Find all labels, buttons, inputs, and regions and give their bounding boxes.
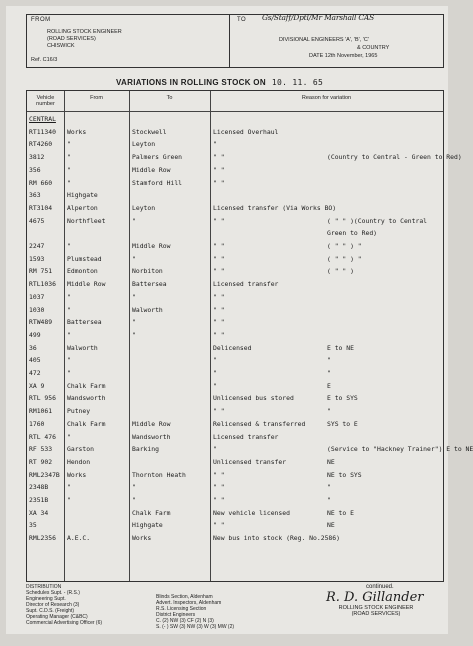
cell-vehicle: RTW489 (29, 318, 53, 327)
table-row (27, 253, 443, 266)
cell-reason: " " (213, 305, 225, 314)
cell-from: Edmonton (67, 267, 98, 276)
cell-to: Chalk Farm (132, 508, 171, 517)
table-row (27, 532, 443, 545)
cell-from: Chalk Farm (67, 381, 106, 390)
cell-reason: " " (213, 330, 225, 339)
cell-from: A.E.C. (67, 534, 91, 543)
cell-reason: " " (213, 292, 225, 301)
table-row (27, 304, 443, 317)
continued-text: continued. (366, 584, 394, 590)
to-handwritten: Gs/Staff/Dptl/Mr Marshall CAS (262, 13, 375, 22)
memo-date: DATE 12th November, 1965 (309, 53, 378, 59)
table-row (27, 519, 443, 532)
cell-vehicle: 356 (29, 165, 41, 174)
cell-to: Middle Row (132, 419, 171, 428)
col-reason-header: Reason for variation (301, 95, 352, 101)
variations-table (26, 90, 473, 582)
blinds-line: S. (- ) SW (3) NW (3) W (3) MW (2) (156, 624, 235, 630)
cell-to: Stockwell (132, 127, 167, 136)
table-row (27, 405, 443, 418)
cell-vehicle: RM1061 (29, 407, 53, 416)
distribution-list (26, 584, 102, 626)
cell-to: " (132, 330, 136, 339)
cell-reason: " " (213, 521, 225, 530)
cell-from: " (67, 496, 71, 504)
title-text: VARIATIONS IN ROLLING STOCK ON (116, 78, 266, 87)
table-row (27, 494, 443, 507)
cell-vehicle: RTL 956 (29, 394, 56, 403)
table-row (27, 151, 462, 164)
cell-from: Chalk Farm (67, 419, 106, 428)
signature-block (326, 584, 436, 617)
cell-vehicle: RT11340 (29, 127, 56, 136)
blinds-line: Blinds Section, Aldenham (156, 594, 213, 600)
cell-vehicle: RML2356 (29, 534, 56, 543)
cell-note: Green to Red) (327, 229, 378, 238)
cell-from: " (67, 165, 71, 174)
cell-from: Plumstead (67, 254, 102, 263)
section-label: CENTRAL (29, 115, 56, 123)
cell-reason: Licensed Overhaul (213, 127, 279, 136)
cell-to: Palmers Green (132, 153, 183, 162)
cell-to: Works (132, 534, 152, 543)
col-to-header: To (166, 95, 173, 101)
col-vehicle-header: Vehicle number (36, 95, 55, 107)
table-row (27, 456, 443, 469)
table-row (27, 227, 443, 240)
cell-from: Putney (67, 407, 91, 416)
distribution-line: Schedules Supt. - (R.S.) (26, 590, 80, 596)
cell-reason: " (213, 369, 217, 377)
blinds-line: Advert. Inspectors, Aldenham (156, 600, 222, 606)
cell-from: Middle Row (67, 280, 106, 289)
signature-title-1: ROLLING STOCK ENGINEER (338, 605, 414, 611)
cell-from: Wandsworth (67, 394, 106, 403)
cell-note: ( " " ) " (327, 242, 362, 250)
cell-note: E (327, 381, 331, 390)
table-row (27, 316, 443, 329)
col-from-header: From (90, 95, 103, 101)
table-row (27, 215, 443, 228)
cell-vehicle: 2247 (29, 242, 45, 250)
cell-vehicle: RT3104 (29, 203, 53, 212)
cell-vehicle: RTL1036 (29, 280, 56, 289)
table-row (27, 443, 473, 456)
cell-from: " (67, 432, 71, 441)
signature-title-2: (ROAD SERVICES) (351, 611, 401, 617)
cell-reason: " (213, 356, 217, 365)
cell-reason: Licensed transfer (213, 280, 279, 289)
cell-reason: Unlicensed transfer (213, 457, 287, 466)
cell-vehicle: 1593 (29, 254, 45, 263)
cell-vehicle: 35 (29, 521, 37, 530)
to-label: TO (237, 17, 247, 23)
cell-vehicle: 1030 (29, 305, 45, 314)
cell-note: E to SYS (327, 394, 358, 403)
distribution-line: Operating Manager (C&BC) (26, 614, 88, 620)
cell-note: NE to SYS (327, 470, 362, 479)
cell-vehicle: 2351B (29, 496, 49, 504)
reference-number: Ref. C16/3 (31, 57, 58, 63)
cell-to: Middle Row (132, 165, 171, 174)
cell-vehicle: RTL 476 (29, 432, 56, 441)
from-line-3: CHISWICK (47, 43, 75, 49)
table-row (27, 431, 443, 444)
distribution-line: Engineering Supt. (26, 596, 66, 602)
cell-reason: Unlicensed bus stored (213, 394, 294, 403)
table-row (27, 202, 443, 215)
table-row (27, 177, 443, 190)
cell-from: " (67, 242, 71, 250)
cell-reason: " " (213, 242, 225, 250)
cell-from: Northfleet (67, 216, 106, 225)
cell-to: Norbiton (132, 267, 163, 276)
cell-note: " (327, 407, 331, 416)
cell-from: Hendon (67, 457, 91, 466)
cell-note: (Country to Central - Green to Red) (327, 153, 462, 162)
cell-vehicle: RT 902 (29, 457, 53, 466)
distribution-label: DISTRIBUTION (26, 584, 62, 590)
cell-reason: " (213, 445, 217, 454)
cell-note: ( " " )(Country to Central (327, 216, 428, 225)
cell-to: Barking (132, 445, 159, 454)
cell-note: NE (327, 521, 335, 530)
table-row (27, 392, 443, 405)
cell-reason: Relicensed & transferred (213, 419, 306, 428)
cell-from: " (67, 330, 71, 339)
cell-from: " (67, 153, 71, 162)
cell-vehicle: RM 660 (29, 178, 53, 187)
cell-to: Thornton Heath (132, 470, 186, 479)
cell-to: " (132, 318, 136, 327)
cell-from: Works (67, 470, 87, 479)
cell-note: " (327, 483, 331, 492)
from-label: FROM (31, 17, 51, 23)
distribution-line: Supt. C.D.S. (Freight) (26, 608, 75, 614)
cell-vehicle: RM 751 (29, 267, 53, 276)
table-row (27, 507, 443, 520)
memo-header (26, 14, 444, 68)
cell-reason: " " (213, 318, 225, 327)
cell-vehicle: RF 533 (29, 445, 53, 454)
cell-from: " (67, 178, 71, 187)
cell-to: " (132, 496, 136, 504)
cell-from: " (67, 483, 71, 492)
to-line-1: DIVISIONAL ENGINEERS 'A', 'B', 'C' (279, 37, 369, 43)
cell-reason: Licensed transfer (213, 432, 279, 441)
cell-from: " (67, 305, 71, 314)
cell-reason: Licensed transfer (Via Works BO) (213, 203, 337, 212)
from-line-2: (ROAD SERVICES) (47, 36, 96, 42)
cell-reason: " " (213, 407, 225, 416)
table-row (27, 278, 443, 291)
distribution-line: Commercial Advertising Officer (6) (26, 620, 103, 626)
cell-from: Garston (67, 445, 94, 454)
cell-vehicle: 3812 (29, 153, 45, 162)
cell-vehicle: 499 (29, 330, 41, 339)
cell-to: " (132, 216, 136, 225)
table-row (27, 469, 443, 482)
cell-from: Works (67, 127, 87, 136)
cell-to: " (132, 292, 136, 301)
cell-from: " (67, 292, 71, 301)
table-row (27, 481, 443, 494)
cell-vehicle: XA 9 (29, 381, 45, 390)
cell-note: (Service to "Hackney Trainer") E to NE (327, 445, 473, 454)
cell-note: " (327, 356, 331, 365)
table-row (27, 342, 443, 355)
cell-from: Battersea (67, 318, 102, 327)
cell-to: Leyton (132, 140, 156, 149)
table-row (27, 240, 443, 253)
distribution-line: Director of Research (3) (26, 602, 80, 608)
document-page (6, 6, 473, 634)
cell-vehicle: 2348B (29, 483, 49, 492)
table-row (27, 138, 443, 151)
cell-reason: New vehicle licensed (213, 508, 290, 517)
table-row (27, 126, 443, 139)
cell-vehicle: 36 (29, 343, 37, 352)
table-row (27, 329, 443, 342)
cell-vehicle: 4675 (29, 216, 45, 225)
document-title (116, 78, 323, 87)
cell-to: " (132, 483, 136, 492)
cell-vehicle: XA 34 (29, 508, 49, 517)
cell-reason: " " (213, 216, 225, 225)
cell-from: Walworth (67, 343, 98, 352)
table-row (27, 265, 443, 278)
from-line-1: ROLLING STOCK ENGINEER (47, 29, 122, 35)
cell-reason: " (213, 140, 217, 149)
table-row (27, 291, 443, 304)
blinds-line: District Engineers (156, 612, 196, 618)
table-row (27, 189, 443, 202)
cell-vehicle: 405 (29, 356, 41, 365)
cell-from: " (67, 356, 71, 365)
cell-vehicle: RML2347B (29, 470, 60, 479)
cell-reason: " " (213, 483, 225, 492)
cell-note: ( " " ) (327, 267, 354, 276)
cell-reason: " " (213, 496, 225, 504)
cell-vehicle: 1037 (29, 292, 45, 301)
cell-reason: New bus into stock (Reg. No.2586) (213, 534, 340, 543)
to-line-2: & COUNTRY (357, 45, 390, 51)
cell-to: Stamford Hill (132, 178, 183, 187)
cell-from: " (67, 369, 71, 377)
title-date: 10. 11. 65 (271, 78, 324, 87)
cell-to: Leyton (132, 203, 156, 212)
cell-reason: Delicensed (213, 343, 252, 352)
table-row (27, 367, 443, 380)
cell-note: SYS to E (327, 419, 358, 428)
cell-to: Walworth (132, 305, 163, 314)
cell-from: Alperton (67, 203, 98, 212)
cell-from: Highgate (67, 191, 98, 200)
from-box (27, 15, 230, 67)
cell-to: Highgate (132, 521, 163, 530)
cell-note: NE to E (327, 508, 354, 517)
cell-reason: " " (213, 470, 225, 479)
table-row (27, 164, 443, 177)
cell-vehicle: 1760 (29, 419, 45, 428)
cell-reason: " " (213, 254, 225, 263)
cell-note: NE (327, 457, 335, 466)
cell-note: " (327, 369, 331, 377)
cell-to: Wandsworth (132, 432, 171, 441)
cell-vehicle: 363 (29, 191, 41, 200)
cell-reason: " " (213, 153, 225, 162)
cell-vehicle: RT4260 (29, 140, 53, 149)
table-row (27, 418, 443, 431)
signature: R. D. Gillander (326, 590, 424, 605)
cell-to: " (132, 254, 136, 263)
cell-from: " (67, 140, 71, 149)
cell-note: " (327, 496, 331, 504)
cell-reason: " " (213, 267, 225, 276)
cell-reason: " " (213, 178, 225, 187)
cell-note: ( " " ) " (327, 254, 362, 263)
cell-note: E to NE (327, 343, 354, 352)
cell-to: Middle Row (132, 242, 171, 250)
cell-reason: " (213, 381, 217, 390)
blinds-line: C. (2) NW (3) CF (2) N (3) (156, 618, 214, 624)
blinds-line: R.S. Licensing Section (156, 606, 207, 612)
table-row (27, 380, 443, 393)
blinds-list (156, 594, 234, 630)
cell-to: Battersea (132, 280, 167, 289)
table-row (27, 354, 443, 367)
cell-reason: " " (213, 165, 225, 174)
cell-vehicle: 472 (29, 369, 41, 377)
